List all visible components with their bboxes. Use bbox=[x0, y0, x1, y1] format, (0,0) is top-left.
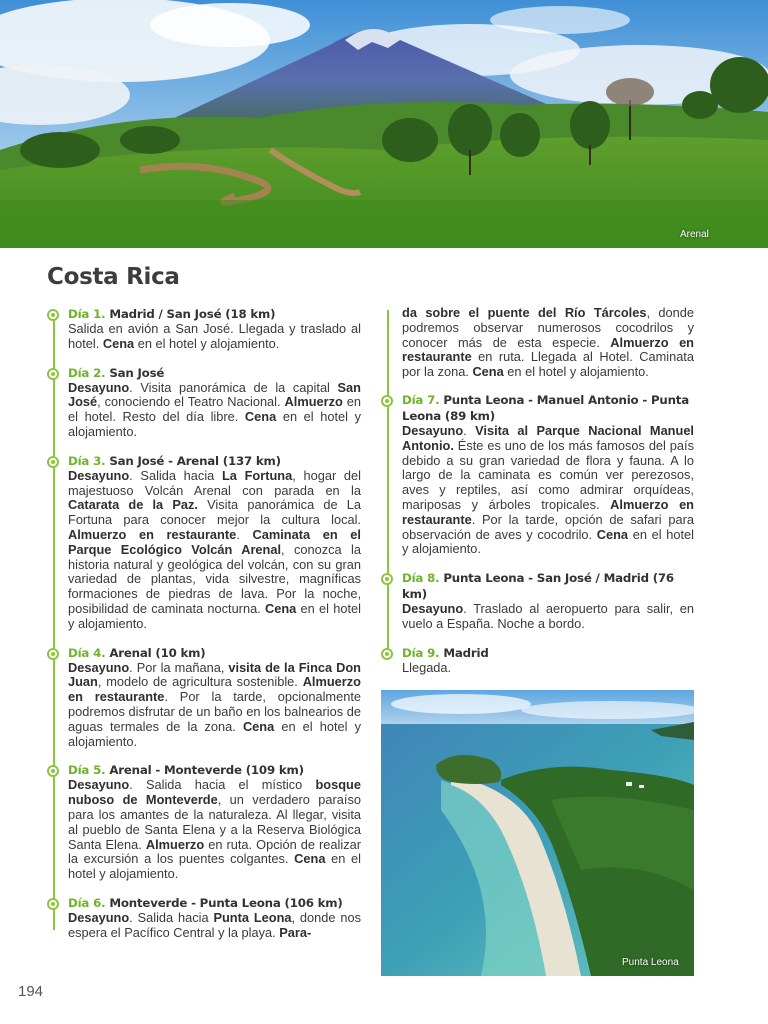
beach-photo-punta-leona bbox=[381, 690, 694, 976]
bold-text: Desayuno bbox=[402, 601, 464, 617]
text: . Salida hacia el místico bbox=[129, 777, 316, 793]
text: , donde nos espera el Pacífico Central y la playa. bbox=[68, 909, 361, 940]
bold-text: Almuerzo en restaurante bbox=[402, 496, 695, 527]
bold-text: Punta Leona bbox=[213, 909, 292, 925]
day-description bbox=[402, 661, 694, 676]
day-number: Día 7. bbox=[402, 392, 440, 407]
bold-text: Desayuno bbox=[68, 909, 130, 925]
day-description bbox=[68, 322, 361, 352]
bold-text: Caminata en el Parque Ecológico Volcán Arenal bbox=[68, 526, 361, 557]
text: . Por la tarde, opcionalmente podremos disfrutar de un baño en los balnearios de aguas termales de la zona. bbox=[68, 689, 361, 734]
day-heading bbox=[68, 453, 361, 469]
bold-text: Cena bbox=[242, 718, 275, 734]
itinerary-day bbox=[381, 645, 694, 676]
text: . bbox=[463, 422, 476, 438]
text: en ruta. Opción de realizar la excursión a los puentes colgantes. bbox=[68, 836, 362, 867]
itinerary-day bbox=[47, 645, 361, 750]
day-heading bbox=[402, 570, 694, 602]
day-description bbox=[402, 424, 694, 557]
itinerary-day bbox=[381, 392, 694, 557]
bold-text: Almuerzo en restaurante bbox=[68, 674, 361, 705]
day-heading bbox=[68, 645, 361, 661]
day-title: Monteverde - Punta Leona (106 km) bbox=[109, 895, 343, 910]
timeline-bullet-icon bbox=[47, 309, 59, 321]
text: en el hotel y alojamiento. bbox=[134, 335, 280, 351]
day-number: Día 9. bbox=[402, 645, 440, 660]
text: . Por la tarde, opción de safari para observación de aves y cocodrilo. bbox=[402, 511, 694, 542]
text: en el hotel y alojamiento. bbox=[68, 851, 361, 882]
text: , un verdadero paraíso para los amantes de la naturaleza. Al llegar, visita al pueblo de Santa Elena y a la Reserva Biológica Santa Elena. bbox=[68, 792, 361, 852]
day-number: Día 3. bbox=[68, 453, 106, 468]
bold-text: da sobre el puente del Río Tárcoles bbox=[402, 305, 647, 320]
bold-text: Almuerzo en restaurante bbox=[402, 334, 694, 365]
day-heading bbox=[402, 392, 694, 424]
text: . bbox=[236, 526, 253, 542]
day-heading bbox=[68, 306, 361, 322]
itinerary-day bbox=[47, 895, 361, 941]
bold-text: Desayuno bbox=[68, 467, 130, 483]
bold-text: Cena bbox=[244, 409, 277, 425]
beach-coast-photo bbox=[381, 690, 694, 976]
day-6-continued-text bbox=[402, 306, 694, 380]
day-description bbox=[68, 469, 361, 632]
text: Visita panorámica de La Fortuna para conocer mejor la cultura local. bbox=[68, 497, 361, 528]
day-title: Punta Leona - San José / Madrid (76 km) bbox=[402, 571, 674, 602]
day-heading bbox=[402, 645, 694, 661]
text: Salida en avión a San José. Llegada y traslado al hotel. bbox=[68, 321, 361, 351]
bold-text: Cena bbox=[472, 364, 504, 380]
text: en el hotel y alojamiento. bbox=[503, 364, 649, 380]
text: , modelo de agricultura sostenible. bbox=[97, 674, 303, 690]
day-description bbox=[68, 911, 361, 941]
day-title: Madrid bbox=[443, 645, 489, 660]
bold-text: San José bbox=[68, 379, 361, 410]
text: . Salida hacia bbox=[129, 467, 222, 483]
day-title: Arenal (10 km) bbox=[109, 645, 206, 660]
day-description bbox=[402, 602, 694, 632]
day-number: Día 5. bbox=[68, 763, 106, 778]
text: . Por la mañana, bbox=[129, 659, 229, 675]
day-heading bbox=[68, 762, 361, 778]
day-title: San José bbox=[109, 365, 165, 380]
day-title: Arenal - Monteverde (109 km) bbox=[109, 763, 304, 778]
text: . Visita panorámica de la capital bbox=[129, 379, 338, 395]
timeline-bullet-icon bbox=[47, 456, 59, 468]
bold-text: Desayuno bbox=[68, 379, 130, 395]
timeline-bullet-icon bbox=[47, 898, 59, 910]
day-number: Día 2. bbox=[68, 365, 106, 380]
bold-text: Cena bbox=[596, 526, 629, 542]
text: Llegada. bbox=[402, 659, 452, 675]
timeline-bullet-icon bbox=[381, 648, 393, 660]
timeline-bullet-icon bbox=[47, 765, 59, 777]
timeline-bullet-icon bbox=[47, 368, 59, 380]
text: en el hotel y alojamiento. bbox=[68, 409, 361, 439]
bold-text: Desayuno bbox=[68, 659, 130, 675]
bold-text: La Fortuna bbox=[221, 467, 293, 483]
bold-text: Visita al Parque Nacional Manuel Antonio. bbox=[402, 422, 694, 453]
itinerary-day bbox=[381, 570, 694, 632]
bold-text: bosque nuboso de Monteverde bbox=[68, 777, 361, 808]
text: Éste es uno de los más famosos del país debido a su gran variedad de flora y fauna. A lo largo de la caminata es común ver perezosos, aves y reptiles, así como admirar orquídeas, mariposas y árboles tropicales. bbox=[402, 437, 694, 512]
day-number: Día 4. bbox=[68, 645, 106, 660]
bold-text: Catarata de la Paz. bbox=[68, 497, 198, 513]
text: en ruta. Llegada al Hotel. Caminata por la zona. bbox=[402, 349, 694, 380]
text: en el hotel y alojamiento. bbox=[68, 600, 361, 631]
text: . Salida hacia bbox=[129, 909, 214, 925]
text: en el hotel y alojamiento. bbox=[402, 526, 694, 557]
itinerary-day bbox=[47, 453, 361, 632]
text: . Traslado al aeropuerto para salir, en vuelo a España. Noche a bordo. bbox=[402, 601, 694, 631]
page-title: Costa Rica bbox=[47, 264, 180, 290]
text: , hogar del majestuoso Volcán Arenal con parada en la bbox=[68, 467, 361, 498]
bold-text: Cena bbox=[265, 600, 297, 616]
volcano-landscape-photo bbox=[0, 0, 768, 248]
bold-text: Desayuno bbox=[402, 422, 464, 438]
bold-text: visita de la Finca Don Juan bbox=[68, 659, 361, 690]
day-number: Día 1. bbox=[68, 307, 106, 321]
day-heading bbox=[68, 365, 361, 381]
day-number: Día 8. bbox=[402, 571, 440, 586]
day-title: Punta Leona - Manuel Antonio - Punta Leona (89 km) bbox=[402, 392, 689, 423]
bold-text: Almuerzo en restaurante bbox=[68, 526, 237, 542]
timeline-bullet-icon bbox=[47, 648, 59, 660]
day-number: Día 6. bbox=[68, 895, 106, 910]
day-title: San José - Arenal (137 km) bbox=[109, 453, 281, 468]
bold-text: Desayuno bbox=[68, 777, 130, 793]
text: en el hotel. Resto del día libre. bbox=[68, 394, 361, 425]
bold-text: Para- bbox=[279, 924, 312, 940]
hero-photo-arenal bbox=[0, 0, 768, 248]
text: , conociendo el Teatro Nacional. bbox=[97, 394, 285, 410]
itinerary-day bbox=[47, 762, 361, 882]
itinerary-column-right bbox=[381, 306, 694, 689]
itinerary-day bbox=[47, 306, 361, 352]
itinerary-day bbox=[47, 365, 361, 440]
text: , donde podremos observar numerosos cocodrilos y conocer más de esta especie. bbox=[402, 305, 694, 350]
day-description bbox=[68, 778, 361, 882]
bold-text: Cena bbox=[294, 851, 326, 867]
text: , conozca la historia natural y geológica del volcán, con su gran variedad de plantas, vida silvestre, magníficas formaciones de piedras de lava. Por la noche, posibilidad de caminata nocturna. bbox=[68, 541, 361, 616]
day-heading bbox=[68, 895, 361, 911]
bold-text: Cena bbox=[102, 335, 135, 351]
text: en el hotel y alojamiento. bbox=[68, 718, 361, 749]
day-description bbox=[68, 381, 361, 440]
day-description bbox=[68, 661, 361, 750]
bold-text: Almuerzo bbox=[284, 394, 343, 410]
beach-photo-caption: Punta Leona bbox=[622, 957, 679, 968]
hero-photo-caption: Arenal bbox=[680, 229, 709, 240]
timeline-bullet-icon bbox=[381, 395, 393, 407]
timeline-bullet-icon bbox=[381, 573, 393, 585]
day-title: Madrid / San José (18 km) bbox=[109, 307, 276, 321]
bold-text: Almuerzo bbox=[145, 836, 205, 852]
itinerary-column-left bbox=[47, 306, 361, 954]
page-number: 194 bbox=[18, 983, 44, 1000]
